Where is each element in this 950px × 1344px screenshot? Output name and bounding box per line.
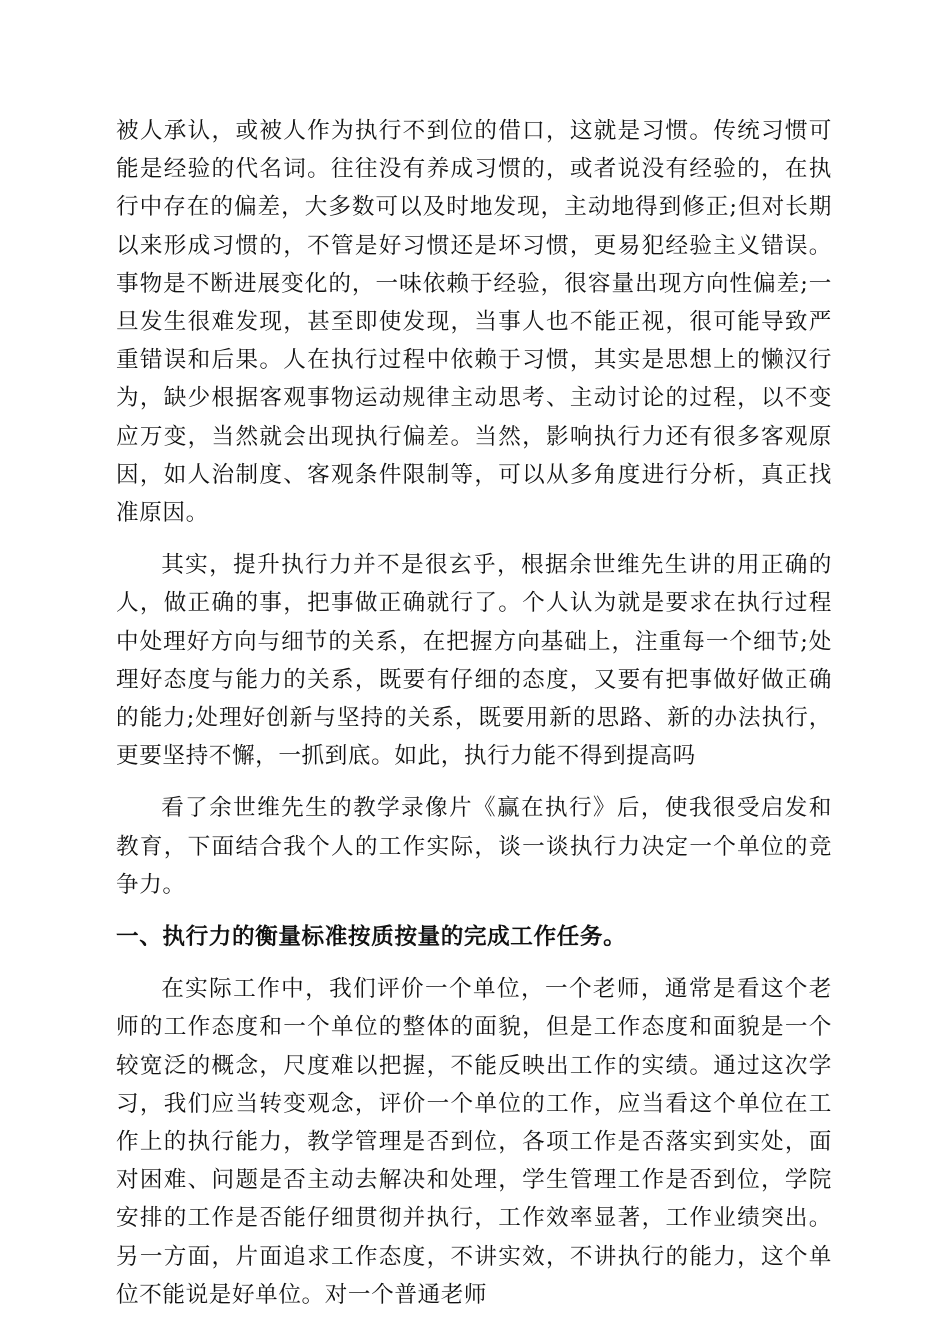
paragraph-evaluation: 在实际工作中，我们评价一个单位，一个老师，通常是看这个老师的工作态度和一个单位的整体的面貌，但是工作态度和面貌是一个较宽泛的概念，尺度难以把握，不能反映出工作的实绩。通过这次学习，我们应当转变观念，评价一个单位的工作，应当看这个单位在工作上的执行能力，教学管理是否到位，各项工作是否落实到实处，面对困难、问题是否主动去解决和处理，学生管理工作是否到位，学院安排的工作是否能仔细贯彻并执行，工作效率显著，工作业绩突出。另一方面，片面追求工作态度，不讲实效，不讲执行的能力，这个单位不能说是好单位。对一个普通老师 xyxy=(116,976,832,1308)
paragraph-improve-execution: 其实，提升执行力并不是很玄乎，根据余世维先生讲的用正确的人，做正确的事，把事做正确就行了。个人认为就是要求在执行过程中处理好方向与细节的关系，在把握方向基础上，注重每一个细节;处理好态度与能力的关系，既要有仔细的态度，又要有把事做好做正确的能力;处理好创新与坚持的关系，既要用新的思路、新的办法执行，更要坚持不懈，一抓到底。如此，执行力能不得到提高吗 xyxy=(116,552,832,770)
section-heading: 一、执行力的衡量标准按质按量的完成工作任务。 xyxy=(116,924,627,951)
paragraph-habit: 被人承认，或被人作为执行不到位的借口，这就是习惯。传统习惯可能是经验的代名词。往往没有养成习惯的，或者说没有经验的，在执行中存在的偏差，大多数可以及时地发现，主动地得到修正;但对长期以来形成习惯的，不管是好习惯还是坏习惯，更易犯经验主义错误。事物是不断进展变化的，一味依赖于经验，很容量出现方向性偏差;一旦发生很难发现，甚至即使发现，当事人也不能正视，很可能导致严重错误和后果。人在执行过程中依赖于习惯，其实是思想上的懒汉行为，缺少根据客观事物运动规律主动思考、主动讨论的过程，以不变应万变，当然就会出现执行偏差。当然，影响执行力还有很多客观原因，如人治制度、客观条件限制等，可以从多角度进行分析，真正找准原因。 xyxy=(116,118,832,527)
document-page xyxy=(116,112,832,1314)
paragraph-video-reflection: 看了余世维先生的教学录像片《赢在执行》后，使我很受启发和教育，下面结合我个人的工作实际，谈一谈执行力决定一个单位的竞争力。 xyxy=(116,795,832,898)
